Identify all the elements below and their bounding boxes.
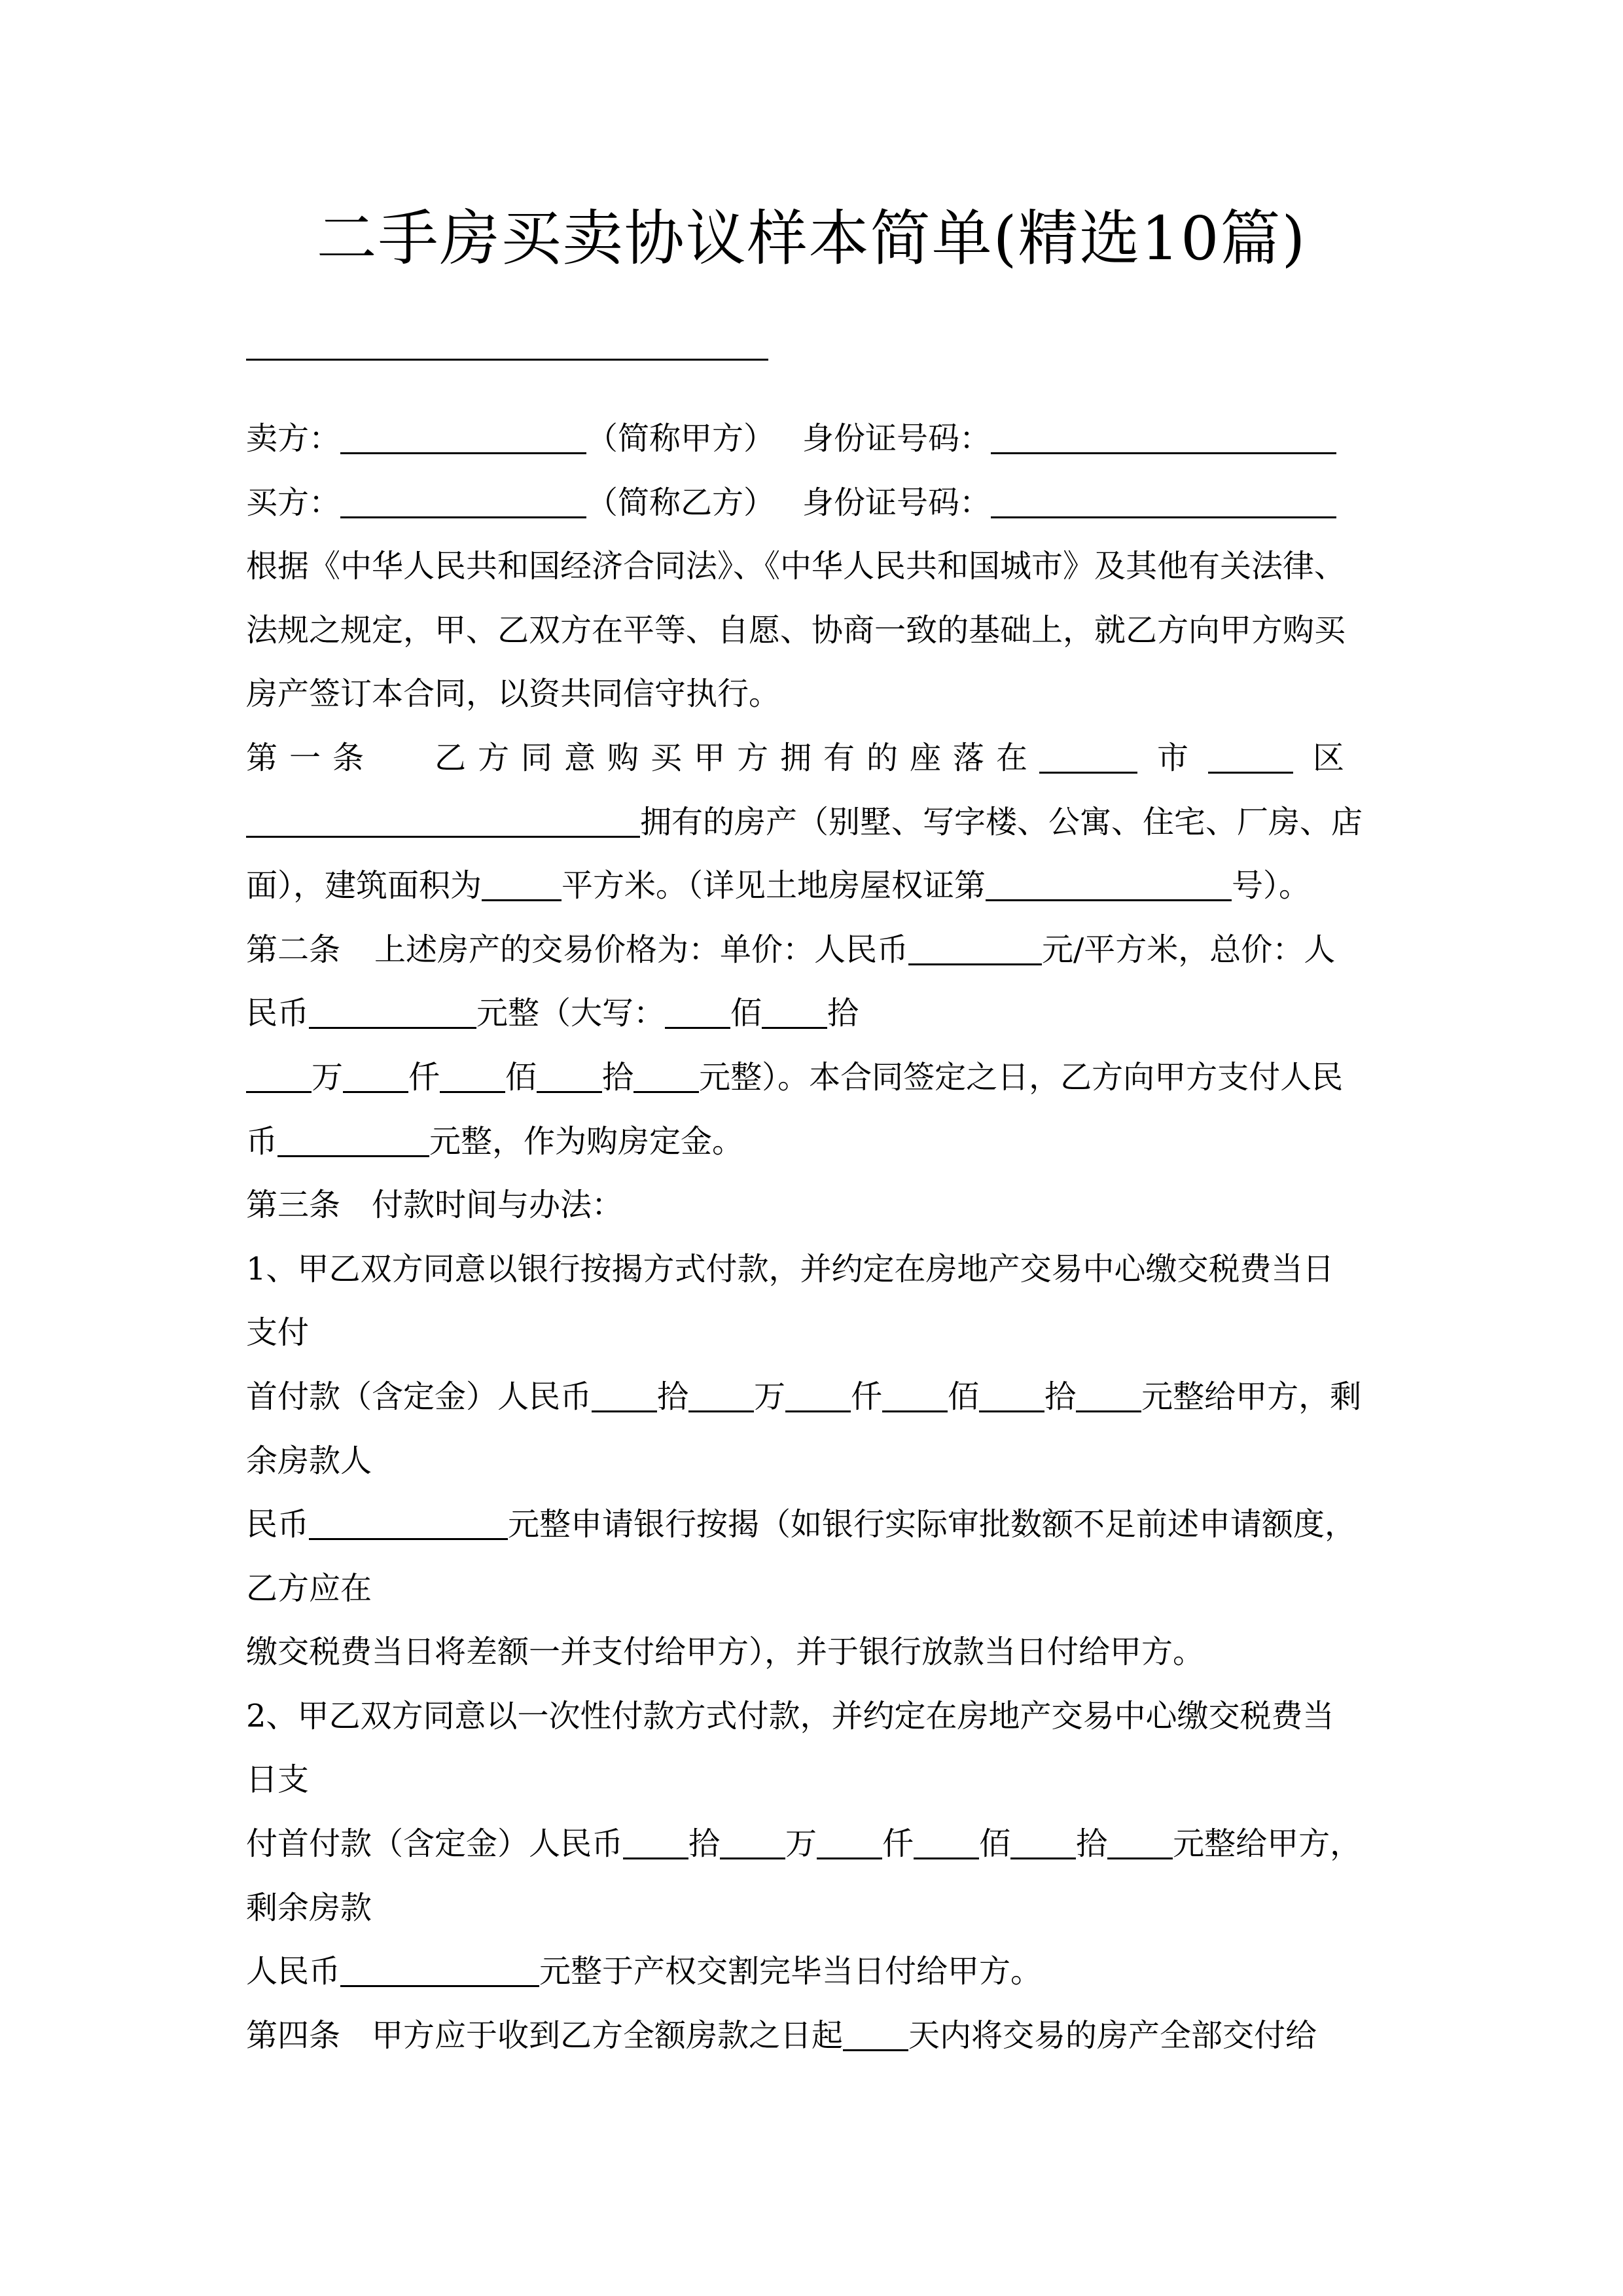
article3-p2-remaining-blank[interactable] — [340, 1952, 539, 1987]
article3-p1-shiwan-blank[interactable] — [592, 1378, 657, 1412]
article1-city-blank[interactable] — [1039, 739, 1137, 774]
contract-body — [246, 407, 1398, 2068]
article3-p2-line-5 — [246, 1940, 1398, 2004]
article4-days-blank[interactable] — [843, 2017, 908, 2051]
article3-p1-line-6: 乙方应在 — [246, 1570, 372, 1607]
article4-text: 第四条 甲方应于收到乙方全额房款之日起 — [246, 2017, 844, 2054]
buyer-id-label: 身份证号码： — [802, 484, 991, 521]
article2-bai2-label: 佰 — [505, 1058, 537, 1096]
article1-area-label: 面），建筑面积为 — [246, 867, 482, 905]
article3-p1-line-1: 1、甲乙双方同意以银行按揭方式付款，并约定在房地产交易中心缴交税费当日 — [246, 1250, 1334, 1287]
article3-p1-shi2-label: 拾 — [1044, 1378, 1077, 1415]
article3-p1-qian-label: 仟 — [851, 1378, 883, 1415]
article2-total-text: 元/平方米，总价：人 — [1042, 931, 1336, 968]
article3-p1-rmb-label: 民币 — [246, 1506, 310, 1543]
article3-p2-suffix: 元整给甲方， — [1173, 1825, 1362, 1863]
seller-label: 卖方： — [246, 420, 341, 457]
article3-p2-shiwan-blank[interactable] — [623, 1825, 688, 1859]
article3-p1-wan-label: 万 — [754, 1378, 786, 1415]
article3-p1-line-5 — [246, 1493, 1398, 1557]
article3-p1-yuan-blank[interactable] — [1076, 1378, 1141, 1412]
article2-price-text: 上述房产的交易价格为：单价：人民币 — [374, 931, 909, 968]
article2-rmb-label: 民币 — [246, 995, 310, 1032]
buyer-abbr: （简称乙方） — [586, 484, 776, 521]
article2-shi-blank[interactable] — [762, 994, 827, 1029]
article3-p1-line-3 — [246, 1365, 1398, 1429]
article3-p2-line-3 — [246, 1812, 1398, 1876]
article1-area-blank[interactable] — [482, 867, 562, 901]
article2-shi2-blank[interactable] — [537, 1058, 602, 1093]
article3-p1-wan-blank[interactable] — [688, 1378, 754, 1412]
seller-name-blank[interactable] — [340, 420, 586, 454]
article3-p1-suffix: 元整给甲方，剩 — [1141, 1378, 1362, 1415]
article2-deposit-blank[interactable] — [277, 1122, 429, 1157]
article2-line-1 — [246, 918, 1398, 982]
article3-p1-shi-label: 拾 — [657, 1378, 689, 1415]
article2-line-4 — [246, 1110, 1398, 1174]
buyer-line — [246, 471, 1398, 535]
article1-city-label: 市 — [1157, 739, 1189, 776]
article1-property-text: 拥有的房产（别墅、写字楼、公寓、住宅、厂房、店 — [640, 803, 1363, 840]
article3-p2-bai-label: 佰 — [979, 1825, 1011, 1863]
article2-deposit-suffix: 元整，作为购房定金。 — [429, 1122, 744, 1160]
seller-abbr: （简称甲方） — [586, 420, 776, 457]
article3-p1-line-4: 余房款人 — [246, 1442, 372, 1479]
article3-p2-line-2: 日支 — [246, 1761, 310, 1799]
article3-p2-wan-label: 万 — [785, 1825, 817, 1863]
article4-suffix: 天内将交易的房产全部交付给 — [908, 2017, 1317, 2054]
article2-line-3 — [246, 1046, 1398, 1110]
preamble-line-3: 房产签订本合同，以资共同信守执行。 — [246, 675, 781, 713]
article1-location-blank[interactable] — [246, 803, 640, 838]
article2-deposit-text: 元整）。本合同签定之日，乙方向甲方支付人民 — [699, 1058, 1344, 1096]
buyer-label: 买方： — [246, 484, 341, 521]
article1-cert-label: 平方米。（详见土地房屋权证第 — [562, 867, 986, 905]
article3-p2-line-1: 2、甲乙双方同意以一次性付款方式付款，并约定在房地产交易中心缴交税费当 — [246, 1697, 1334, 1734]
article3-p1-down-label: 首付款（含定金）人民币 — [246, 1378, 592, 1415]
title-divider — [246, 359, 768, 361]
article4-line-1 — [246, 2004, 1398, 2068]
article3-p2-rmb-label: 人民币 — [246, 1953, 341, 1990]
article2-qian-label: 仟 — [408, 1058, 440, 1096]
article2-bi-label: 币 — [246, 1122, 278, 1160]
preamble-line-1: 根据《中华人民共和国经济合同法》、《中华人民共和国城市》及其他有关法律、 — [246, 548, 1346, 585]
article2-bai-label: 佰 — [730, 995, 762, 1032]
article3-p1-qian-blank[interactable] — [785, 1378, 851, 1412]
preamble-line-2: 法规之规定，甲、乙双方在平等、自愿、协商一致的基础上，就乙方向甲方购买 — [246, 611, 1346, 649]
article3-p1-bai-blank[interactable] — [882, 1378, 948, 1412]
article2-heading: 第二条 — [246, 931, 341, 968]
seller-id-label: 身份证号码： — [802, 420, 991, 457]
article1-district-label: 区 — [1313, 739, 1345, 776]
article1-line-1 — [246, 726, 1398, 791]
article1-line-3 — [246, 854, 1398, 918]
seller-id-blank[interactable] — [991, 420, 1336, 454]
article3-p2-wan-blank[interactable] — [720, 1825, 785, 1859]
article2-bai-blank[interactable] — [665, 994, 730, 1029]
document-title: 二手房买卖协议样本简单(精选10篇) — [316, 204, 1307, 274]
article3-p1-line-7: 缴交税费当日将差额一并支付给甲方），并于银行放款当日付给甲方。 — [246, 1634, 1205, 1671]
article2-shi-label: 拾 — [827, 995, 859, 1032]
article2-bai2-blank[interactable] — [440, 1058, 505, 1093]
article1-text: 乙方同意购买甲方拥有的座落在 — [435, 739, 1040, 776]
article1-line-2 — [246, 791, 1398, 855]
buyer-id-blank[interactable] — [991, 484, 1336, 518]
article3-p1-bai-label: 佰 — [948, 1378, 980, 1415]
article1-heading: 第一条 — [246, 739, 376, 776]
article2-unit-price-blank[interactable] — [908, 931, 1042, 965]
article3-p2-line-4: 剩余房款 — [246, 1889, 372, 1926]
article3-p2-qian-blank[interactable] — [817, 1825, 882, 1859]
article3-p2-remaining-text: 元整于产权交割完毕当日付给甲方。 — [539, 1953, 1043, 1990]
article2-total-blank[interactable] — [309, 994, 476, 1029]
article2-capital-label: 元整（大写： — [476, 995, 666, 1032]
article3-heading: 第三条 付款时间与办法： — [246, 1187, 624, 1224]
article3-p2-yuan-blank[interactable] — [1107, 1825, 1173, 1859]
article1-district-blank[interactable] — [1208, 739, 1293, 774]
article2-shi2-label: 拾 — [602, 1058, 634, 1096]
article3-p1-line-2: 支付 — [246, 1314, 310, 1352]
article3-p1-shi2-blank[interactable] — [979, 1378, 1044, 1412]
article3-p2-qian-label: 仟 — [882, 1825, 914, 1863]
article2-qian-blank[interactable] — [343, 1058, 408, 1093]
article3-p2-bai-blank[interactable] — [914, 1825, 979, 1859]
article3-p1-mortgage-text: 元整申请银行按揭（如银行实际审批数额不足前述申请额度， — [508, 1506, 1357, 1543]
article2-line-2 — [246, 982, 1398, 1046]
article3-p2-shi2-label: 拾 — [1076, 1825, 1108, 1863]
article3-p2-shi2-blank[interactable] — [1010, 1825, 1076, 1859]
article1-cert-blank[interactable] — [986, 867, 1232, 901]
article3-p2-down-label: 付首付款（含定金）人民币 — [246, 1825, 624, 1863]
article2-yuan-blank[interactable] — [633, 1058, 699, 1093]
article3-p1-mortgage-blank[interactable] — [309, 1505, 508, 1540]
buyer-name-blank[interactable] — [340, 484, 586, 518]
article1-cert-suffix: 号）。 — [1232, 867, 1311, 905]
article3-p2-shi-label: 拾 — [688, 1825, 721, 1863]
seller-line — [246, 407, 1398, 471]
article2-wan-blank[interactable] — [246, 1058, 312, 1093]
article2-wan-label: 万 — [312, 1058, 344, 1096]
